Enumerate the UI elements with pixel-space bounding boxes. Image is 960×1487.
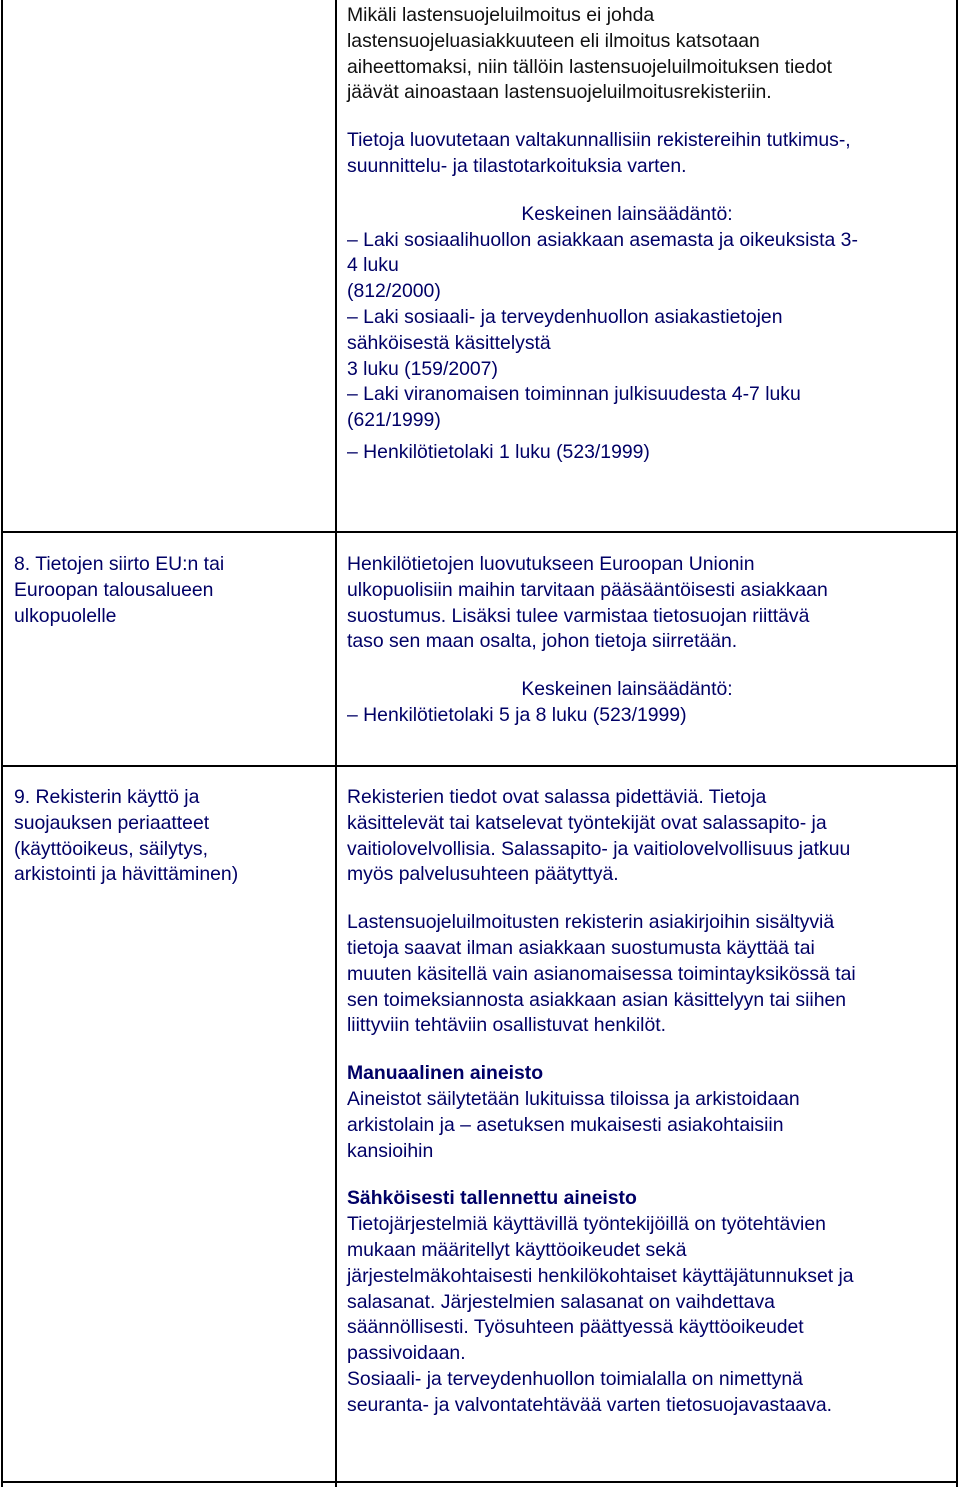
text-line: Sosiaali- ja terveydenhuollon toimialalla on nimettynä — [347, 1367, 803, 1390]
text-line: kansioihin — [347, 1139, 434, 1162]
label-line: ulkopuolelle — [14, 604, 117, 627]
legislation-item: – Laki sosiaalihuollon asiakkaan asemasta ja oikeuksista 3- — [347, 228, 858, 251]
text-line: käsittelevät tai katselevat työntekijät ovat salassapito- ja — [347, 811, 827, 834]
legislation-item: 3 luku (159/2007) — [347, 357, 498, 380]
text-line: Henkilötietojen luovutukseen Euroopan Unionin — [347, 553, 755, 575]
legislation-item: – Laki sosiaali- ja terveydenhuollon asiakastietojen — [347, 305, 783, 328]
row-1-content — [347, 3, 907, 466]
paragraph-child-report-info — [347, 3, 907, 106]
row-9-label — [14, 785, 238, 888]
table-border-left — [1, 0, 3, 1487]
row-8-content — [347, 552, 907, 729]
legislation-block — [347, 202, 907, 228]
label-line: (käyttöoikeus, säilytys, — [14, 837, 208, 860]
text-line: sen toimeksiannosta asiakkaan asian käsittelyyn tai siihen — [347, 988, 847, 1011]
row-divider-1 — [1, 531, 958, 533]
text-line: suostumus. Lisäksi tulee varmistaa tietosuojan riittävä — [347, 604, 810, 627]
text-line: säännöllisesti. Työsuhteen päättyessä käyttöoikeudet — [347, 1316, 804, 1339]
text-line: Lastensuojeluilmoitusten rekisterin asiakirjoihin sisältyviä — [347, 911, 835, 934]
legislation-item: – Henkilötietolaki 5 ja 8 luku (523/1999) — [347, 703, 687, 726]
text-line: seuranta- ja valvontatehtävää varten tietosuojavastaava. — [347, 1393, 833, 1416]
text-line: aiheettomaksi, niin tällöin lastensuojeluilmoituksen tiedot — [347, 55, 833, 78]
text-line: järjestelmäkohtaisesti henkilökohtaiset käyttäjätunnukset ja — [347, 1264, 854, 1287]
legislation-item: sähköisestä käsittelystä — [347, 331, 551, 354]
text-line: Tietojärjestelmiä käyttävillä työntekijöillä on työtehtävien — [347, 1213, 826, 1236]
text-line: Aineistot säilytetään lukituissa tiloissa ja arkistoidaan — [347, 1087, 800, 1110]
text-line: mukaan määritellyt käyttöoikeudet sekä — [347, 1238, 687, 1261]
row-divider-2 — [1, 765, 958, 767]
text-line: liittyviin tehtäviin osallistuvat henkilöt. — [347, 1014, 667, 1037]
text-line: arkistolain ja – asetuksen mukaisesti asiakohtaisiin — [347, 1113, 784, 1136]
legislation-heading: Keskeinen lainsäädäntö: — [521, 678, 733, 701]
legislation-heading-block — [347, 677, 907, 703]
legislation-list — [347, 703, 907, 729]
label-line: 9. Rekisterin käyttö ja — [14, 786, 200, 808]
text-line: myös palvelusuhteen päätyttyä. — [347, 863, 619, 886]
paragraph-data-disclosure — [347, 128, 907, 180]
legislation-heading: Keskeinen lainsäädäntö: — [521, 202, 733, 225]
section-manual-material — [347, 1061, 856, 1164]
table-border-bottom — [1, 1481, 958, 1483]
legislation-item: – Laki viranomaisen toiminnan julkisuudesta 4-7 luku — [347, 383, 801, 406]
row-8-label — [14, 552, 224, 629]
text-line: tietoja saavat ilman asiakkaan suostumusta käyttää tai — [347, 936, 815, 959]
label-line: Euroopan talousalueen — [14, 578, 214, 601]
text-line: taso sen maan osalta, johon tietoja siirretään. — [347, 630, 738, 653]
label-line: 8. Tietojen siirto EU:n tai — [14, 553, 225, 575]
paragraph-eu-transfer — [347, 552, 907, 655]
row-9-content — [347, 785, 856, 1419]
paragraph-access-rights — [347, 910, 856, 1039]
legislation-item: (621/1999) — [347, 409, 441, 432]
text-line: passivoidaan. — [347, 1342, 466, 1365]
text-line: ulkopuolisiin maihin tarvitaan pääsääntöisesti asiakkaan — [347, 578, 828, 601]
section-heading: Sähköisesti tallennettu aineisto — [347, 1187, 637, 1210]
legislation-item: – Henkilötietolaki 1 luku (523/1999) — [347, 440, 650, 463]
label-line: arkistointi ja hävittäminen) — [14, 863, 239, 886]
text-line: Tietoja luovutetaan valtakunnallisiin rekistereihin tutkimus-, — [347, 129, 851, 152]
text-line: Rekisterien tiedot ovat salassa pidettäviä. Tietoja — [347, 786, 767, 808]
legislation-list — [347, 228, 907, 466]
text-line: suunnittelu- ja tilastotarkoituksia varten. — [347, 154, 687, 177]
text-line: muuten käsitellä vain asianomaisessa toimintayksikössä tai — [347, 962, 856, 985]
label-line: suojauksen periaatteet — [14, 811, 210, 834]
section-electronic-material — [347, 1186, 856, 1418]
table-column-divider — [335, 0, 337, 1487]
text-line: Mikäli lastensuojeluilmoitus ei johda — [347, 4, 655, 26]
table-border-right — [956, 0, 958, 1487]
legislation-item: (812/2000) — [347, 280, 441, 303]
paragraph-confidentiality — [347, 785, 856, 888]
text-line: jäävät ainoastaan lastensuojeluilmoitusrekisteriin. — [347, 81, 772, 104]
text-line: salasanat. Järjestelmien salasanat on vaihdettava — [347, 1290, 775, 1313]
section-heading: Manuaalinen aineisto — [347, 1062, 544, 1085]
text-line: lastensuojeluasiakkuuteen eli ilmoitus katsotaan — [347, 29, 760, 52]
legislation-item: 4 luku — [347, 254, 399, 277]
text-line: vaitiolovelvollisia. Salassapito- ja vaitiolovelvollisuus jatkuu — [347, 837, 851, 860]
